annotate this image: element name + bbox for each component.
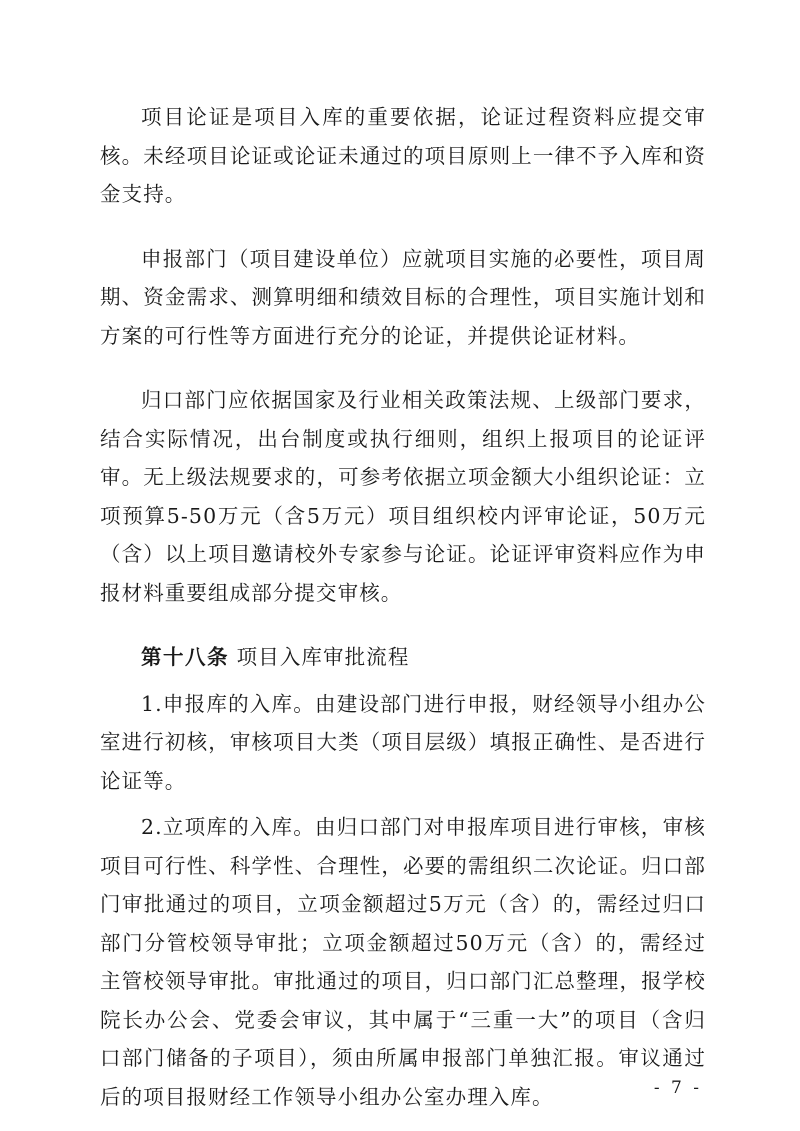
article-eighteen (100, 638, 706, 677)
step-application-library: 1.申报库的入库。由建设部门进行申报，财经领导小组办公室进行初核，审核项目大类（项目层级）填报正确性、是否进行论证等。 (100, 691, 706, 793)
paragraph-project-argument: 项目论证是项目入库的重要依据，论证过程资料应提交审核。未经项目论证或论证未通过的项目原则上一律不予入库和资金支持。 (100, 105, 706, 206)
document-body (100, 98, 706, 1124)
paragraph-applicant-department: 申报部门（项目建设单位）应就项目实施的必要性，项目周期、资金需求、测算明细和绩效目标的合理性，项目实施计划和方案的可行性等方面进行充分的论证，并提供论证材料。 (100, 246, 706, 348)
article-heading: 第十八条 (141, 645, 229, 669)
page-number: - 7 - (653, 1078, 702, 1098)
article-title: 项目入库审批流程 (236, 645, 410, 669)
step-approval-library: 2.立项库的入库。由归口部门对申报库项目进行审核，审核项目可行性、科学性、合理性，必要的需组织二次论证。归口部门审批通过的项目，立项金额超过5万元（含）的，需经过归口部门分管校领导审批；立项金额超过50万元（含）的，需经过主管校领导审批。审批通过的项目，归口部门汇总整理，报学校院长办公会、党委会审议，其中属于“三重一大”的项目（含归口部门储备的子项目），须由所属申报部门单独汇报。审议通过后的项目报财经工作领导小组办公室办理入库。 (100, 815, 706, 1109)
paragraph-responsible-department: 归口部门应依据国家及行业相关政策法规、上级部门要求，结合实际情况，出台制度或执行细则，组织上报项目的论证评审。无上级法规要求的，可参考依据立项金额大小组织论证：立项预算5-50万元（含5万元）项目组织校内评审论证，50万元（含）以上项目邀请校外专家参与论证。论证评审资料应作为申报材料重要组成部分提交审核。 (100, 388, 706, 605)
